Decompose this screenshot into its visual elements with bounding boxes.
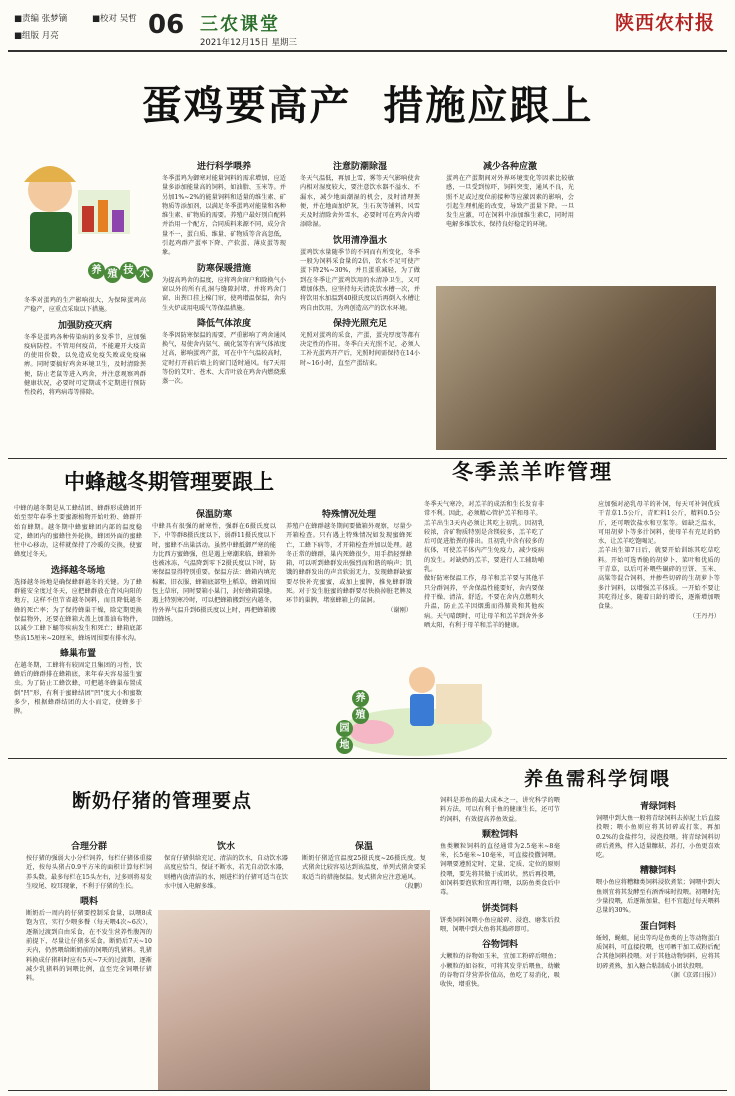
issue-date: 2021年12月15日 星期三 (200, 38, 297, 48)
piglet-photo (158, 910, 430, 1090)
sheep-para: 羔羊出生第7日后，就要开始训练其吃草吃料。开始可选香脆的胡萝卜、菜叶和优质的干青草，以后可补喂些碾碎的豆饼、玉米、高粱等混合饲料，并掺些切碎的生胡萝卜等多汁饲料，以增强羔羊体质。一开始不要让其吃得过多，随着日龄的增长，逐渐增加喂食量。 (598, 547, 720, 611)
bee-col-3 (286, 504, 412, 615)
bee-para: 养殖户在蜂群越冬期间要做箱外观察，尽量少开箱检查。只有遇上特殊情况如发现蜜蜂死亡，工蜂下病等，才开箱检查并加以处理。越冬正常的蜂群，巢内死蜂很少，用手指轻弹蜂箱，可以听到蜂群发出强烈而和谐的响声；饥饿的蜂群发出的声音软弱无力，发现蜂群缺蜜要尽快补充蜜蜜，或加上蜜脾，推免蜂群饿死。对于发生脏蜜的蜂群要尽快换掉脏老脾及环节的巢脾，堵塞蜂箱上的鼠洞。 (286, 523, 412, 605)
poultry-heading: 饮用清净温水 (332, 235, 387, 246)
section-rule (8, 758, 727, 759)
fish-para: 鱼类颗粒饲料的直径通常为2.5毫米~8毫米，长5毫米~10毫米，可直接投撒饲喂。饲喂要遵照定时、定量、定质、定位的原则投喂，要先将其做于成团状，然后再投喂，如饲料要泡软和宜再行喂，以防鱼类食后中毒。 (440, 842, 560, 897)
chicken-photo (436, 286, 716, 450)
bee-heading: 蜂巢布置 (59, 648, 96, 659)
bee-heading: 选择越冬场地 (50, 565, 105, 576)
poultry-intro: 冬季对蛋鸡的生产影响很大，为保障蛋鸡高产稳产，应重点采取以下措施。 (24, 297, 146, 314)
bee-intro: 中蜂的越冬期是从工蜂结团、蜂群形成蜂团开始至翌年春季主要蜜源植物开始吐粉、蜂群开始育蜂期。越冬期中蜂蜜蜂团内部的温度稳定，蜂团内的蜜蜂往外轮换，蜂团外面的蜜蜂往中心移动，这样就保持了冷暖的交换，使蜜蜂度过冬天。 (14, 505, 142, 559)
poultry-heading: 减少各种应激 (482, 162, 537, 172)
fish-heading: 谷物饲料 (481, 940, 518, 951)
bee-para: 在越冬期，工蜂将有较固定且集团的习性，饮蜂后的蜂群排在蜂箱底，来年春天容易滋生蜜虫。为了防止工蜂饮蜂，可把越冬蜂巢布置成倒"凹"形，有利于蜜蜂结团"凹"度大小和蜜数多少，根据蜂群结团的大小而定，使蜂多于脾。 (14, 661, 142, 716)
badge-char: 技 (120, 262, 137, 279)
poultry-para: 冬季蛋鸡为御寒对能量饲料的需求增加，应适量多添加能量高的饲料，如油脂、玉米等。并另加1%~2%的能量饲料和适量的维生素、矿物质等添加剂，以满足冬季蛋鸡对能量和各种维生素、矿物质的需要。养殖户最好别自配料并治用一个配方，合同质料来源不同，成分含量不一，蛋白质、维量、矿物质等含高忽低，引起鸡群产蛋率下降、产软蛋、薄皮蛋等现象。 (162, 175, 286, 257)
header-rule (8, 50, 727, 52)
bee-col-2 (152, 504, 276, 624)
section-title: 三农课堂 (200, 14, 280, 35)
fish-heading: 饼类饲料 (481, 903, 518, 914)
fish-title: 养鱼需科学饲喂 (524, 768, 672, 790)
farmer-illustration (16, 150, 138, 262)
credit-editor: ■责编 张梦镝 (14, 14, 68, 24)
badge-char: 殖 (104, 266, 121, 283)
fish-para: 蚯蚓，蝇蛆，昆虫等均是鱼类的上等动物蛋白质饲料，可直接投喂，也可晒干加工成粉后配合其他饲料投喂。对于其他动物饲料，应将其切碎煮熟，加入糖合粘制成小团状投喂。 (596, 934, 720, 970)
poultry-heading: 防寒保暖措施 (196, 263, 251, 274)
poultry-para: 为提高鸡舍的温度，应将鸡舍窗户和除换气小窗以外的所有孔洞与缝隙封堵，并将鸡舍门窗、出粪口挂上棉门帘，使鸡增温保温，舍内生火炉或用电暖气等保温措施。 (162, 276, 286, 312)
page-number: 06 (148, 10, 185, 40)
piglet-para: 断奶后一周内的仔猪要控制采食量，以喂8成饱为宜，实行少喂多餐（每天喂4次~6次），逐渐过渡到自由采食，在不发生营养性腹泻的前提下，尽量让仔猪多采食。断奶后7天~10天内，仍然喂给断奶前的饲喂的乳猪料。乳猪料换成仔猪料时应有5天~7天的过渡期，逐渐减少乳猪料的饲喂比例，直至完全饲喂仔猪料。 (26, 910, 152, 983)
badge-char: 地 (336, 737, 353, 754)
piglet-title: 断奶仔猪的管理要点 (72, 790, 253, 812)
piglet-col-1 (26, 836, 152, 984)
bee-heading: 特殊情况处理 (321, 510, 376, 520)
fish-source: （据《京郊日报》） (667, 971, 720, 979)
poultry-heading: 注意防潮除湿 (332, 162, 387, 172)
piglet-col-2 (164, 836, 288, 891)
sheep-para: 冬季天气寒冷，对羔羊的成活和生长发育非常不利。因此，必须精心管护羔羊和母羊。 (424, 501, 544, 518)
fish-col-1 (440, 796, 560, 989)
sheep-source: （王丹丹） (689, 612, 720, 620)
bee-title: 中蜂越冬期管理要跟上 (64, 470, 274, 494)
bee-col-1 (14, 504, 142, 717)
sheep-para: 羔羊出生3天内必须让其吃上初乳。因初乳较浓，含矿物质特别是含镁较多，羔羊吃了后可促进胎粪的排出。且初乳中含有较多的抗体，可使羔羊体内产生免疫力，减少疫病的发生。对缺奶的羔羊，要进行人工辅助哺乳。 (424, 519, 544, 574)
poultry-para: 光照对蛋鸡的采食，产蛋，蛋壳厚度等都有决定性的作用。冬季白天光照不足，必须人工补光蛋鸡开产后，光照时间需保持在14小时~16小时，直至产蛋结束。 (300, 331, 420, 367)
credit-proofreader: ■校对 吴哲 (92, 14, 137, 24)
piglet-para: 按仔猪的强弱大小分栏饲养，每栏仔猪体重接近，按每头猪占0.9平方米的面积计算每栏饲养头数。最多每栏在15头左右，过多则将易发生咬尾、咬耳现象，不利于仔猪的生长。 (26, 855, 152, 890)
poultry-para: 冬季是蛋鸡各种传染病的多发季节，应加强疫病防控。不管用何疫苗，不能避开大疫苗的使用价数，以免造成免疫失败或免疫麻痹。同时要搞好鸡舍环境卫生，及时清除粪便，防止老鼠等进入鸡舍，并注意观察鸡群健康状况，必要时可定期或不定期进行预防性投药，将鸡病毒等排除。 (24, 333, 146, 397)
fish-heading: 颗粒饲料 (481, 829, 518, 840)
fish-para: 饲喂中到大鱼一般将青绿饲料去掉泥土后直接投喂；喂小鱼则应将其切碎或打浆，再加0.2%的食盐拌匀，浸泡投喂。将青绿饲料切碎后煮熟，拌入适量糠麸、苏打，小鱼更喜欢吃。 (596, 815, 720, 860)
poultry-col-3 (300, 156, 420, 368)
badge-char: 园 (336, 720, 353, 737)
bee-para: 选择越冬场地是确保蜂群越冬的关键。为了蜂群能安全度过冬天，应把蜂群放在背风向阳的地方，这样不但节省越冬饲料，而且降低越冬蜂的死亡率；为了保持蜂巢干燥，除定期更换保温物外，还要在蜂箱大盖上加盖油布物件，以减少工蜂下蛹等疾病发生和死亡；蜂箱底部垫高15厘米~20厘米，蜂场周围要有排水沟。 (14, 578, 142, 642)
sheep-para: 应加强对泌乳母羊的补饲，每天可补饲优质干青草1.5公斤，青贮料1公斤，精料0.5公斤，还可喂饮盐水和豆浆等。如缺乏温水，可用胡萝卜等多汁饲料，使母羊有充足的奶水，让羔羊吃饱喝足。 (598, 501, 720, 546)
piglet-source: （段鹏） (401, 882, 426, 890)
sheep-col-2 (598, 500, 720, 621)
poultry-heading: 降低气体浓度 (196, 318, 251, 329)
fish-intro: 饲料是养鱼的最大成本之一，讲究科学的喂料方法，可以有利于鱼的健康生长，还可节约饲料，有效提高养鱼效益。 (440, 797, 560, 823)
poultry-para: 冬天气温低，再加上雪，雾等天气影响使舍内相对湿度较大，要注意饮水器不溢水、不漏水，减少地面潮湿的机会，及时清理粪便，并在地面加炉灰，生石灰等铺料，风雪天及时清除舍外雪水，必要时可在鸡舍内增添除湿。 (300, 175, 420, 229)
bee-para: 中蜂具有很强的耐寒性，强群在6摄氏度以下，中等群8摄氏度以下，弱群11摄氏度以下时，蜜蜂不出巢活动。虽然中蜂抵御严寒的能力比西方蜜蜂强，但是遇上寒潮来临，蜂箱外也被冰冻，气温降到零下2摄氏度以下时，防寒保温显得特别重要。保温方法：蜂箱内填充棉絮、旧衣服，蜂箱底部垫上稻草，蜂箱周围包上草帘，同时要箱小巢门，封好蜂箱裂缝。遇上特别寒冷时，可以把蜂箱搬到室内越冬，待外界气温升到6摄氏度以上时，再把蜂箱搬回蜂场。 (152, 523, 276, 623)
fish-para: 大颗粒的谷物如玉米，宜加工粉碎后喂鱼；小颗粒的如谷粒，可将其发芽后喂鱼，幼嫩的谷物百芽营养价值高，鱼吃了易消化，吸收快，增重快。 (440, 953, 560, 989)
poultry-para: 蛋鸡饮水量随季节的不同而有所变化，冬季一般为饲料采食量的2倍，饮水不足可使产蛋下降2%~30%，并且蛋重减轻，为了做到在冬季让产蛋鸡饮用的水清净卫生，又可增加体热，应坚持每天清洗饮水槽一次，并将饮用水加温到40摄氏度以后再倒入水槽让鸡自由饮用，为鸡创造高产的饮水环境。 (300, 248, 420, 312)
piglet-para: 断奶仔猪适宜温度25摄氏度~26摄氏度。复式猪舍比较容易达到该温度，单列式猪舍要采取适当的措施保温。复式猪舍应注意通风。 (302, 855, 426, 881)
fish-para: 饼类饲料饲喂小鱼应敲碎、浸泡、磨浆后投喂，饲喂中到大鱼将其捣碎即可。 (440, 916, 560, 933)
badge-char: 养 (88, 262, 105, 279)
credit-layout: ■组版 月亮 (14, 31, 59, 41)
sheep-col-1 (424, 500, 544, 630)
masthead: 陕西农村报 (615, 12, 716, 34)
poultry-col-2 (162, 156, 286, 387)
footer-rule (8, 1090, 727, 1091)
poultry-para: 蛋鸡在产蛋期间对外界环境变化等因素比较敏感，一旦受到惊吓，饲料突变，通风不良，光照不足或过度位前接种等应激因素的影响，会引起生理机能的改变，导致产蛋量下降。一旦发生应激，可在饲料中添加维生素C，同时用电解多维饮水，保持良好稳定的环境。 (446, 175, 574, 229)
poultry-heading: 进行科学喂养 (196, 162, 251, 172)
fish-heading: 蛋白饲料 (639, 921, 676, 932)
sheep-para: 做好防寒保温工作，母羊和羔羊要与其他羊只分群饲养，平舍保温性能要好，舍内要保持干燥、清洁，舒适。不要在舍内点燃明火升温，防止羔羊因烟熏而得肺炎和其他疾病。天气晴朗时，可让母羊和羔羊到舍外多晒太阳，有利于母羊和羔羊的健康。 (424, 575, 544, 629)
poultry-col-1 (24, 296, 146, 398)
badge-char: 养 (352, 690, 369, 707)
fish-heading: 糟糠饲料 (639, 866, 676, 877)
piglet-para: 保育仔猪供给充足、清洁的饮水，自动饮水器高度应恰当，保证不断水，若无自动饮水器，则槽内放清洁的水，刚进栏的仔猪可适当在饮水中加入电解多维。 (164, 855, 288, 890)
section-rule (8, 458, 727, 459)
piglet-heading: 合理分群 (70, 842, 107, 852)
poultry-heading: 加强防疫灭病 (57, 320, 112, 331)
poultry-heading: 保持光照充足 (332, 318, 387, 329)
bee-source: （谢刚） (387, 606, 412, 614)
piglet-heading: 保温 (354, 842, 373, 852)
fish-para: 喂小鱼应将糟糠类饲料浸软煮浆；饲喂中到大鱼则宜将其发酵至有酒香味时投喂。初喂时先少量投喂，后逐渐加量，但不宜超过每天喂料总量的30%。 (596, 879, 720, 915)
fish-heading: 青绿饲料 (639, 802, 676, 812)
poultry-para: 冬季因防寒保温的需要，严重影响了鸡舍通风换气，易使舍内氨气、硫化氢等有害气体浓度过高，影响蛋鸡产蛋，可在中午气温较高时，定时打开前后墙上的窗门适时通风。每7天用等份的艾叶、苍术、大青叶放在鸡舍内燃烧熏蒸一次。 (162, 331, 286, 386)
bee-heading: 保温防寒 (195, 510, 232, 520)
fish-col-2 (596, 796, 720, 980)
piglet-heading: 饮水 (216, 842, 235, 852)
badge-char: 殖 (352, 707, 369, 724)
badge-char: 术 (136, 266, 153, 283)
poultry-col-4 (446, 156, 574, 230)
sheep-title: 冬季羔羊咋管理 (452, 459, 613, 484)
piglet-heading: 喂料 (79, 897, 98, 908)
main-headline: 蛋鸡要高产 措施应跟上 (141, 83, 594, 129)
piglet-col-3 (302, 836, 426, 891)
